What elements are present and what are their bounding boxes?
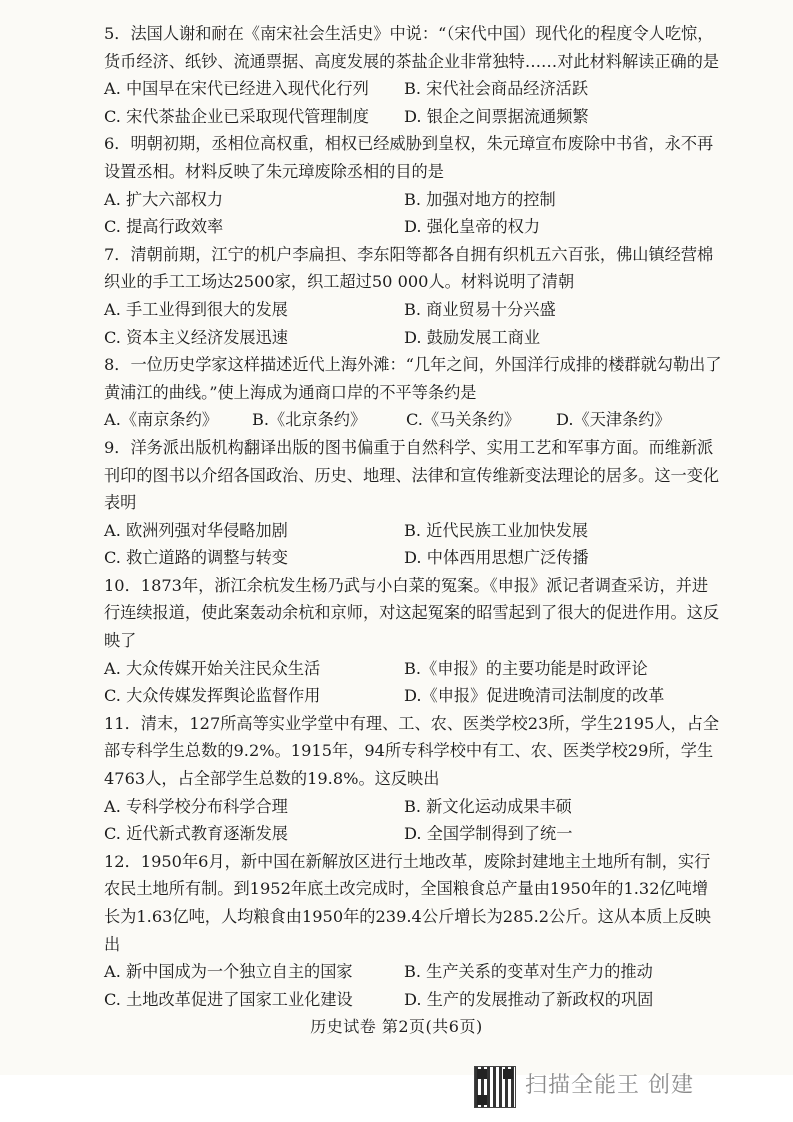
question-stem: 8．一位历史学家这样描述近代上海外滩：“几年之间，外国洋行成排的楼群就勾勒出了黄浦江的曲线。”使上海成为通商口岸的不平等条约是 xyxy=(104,355,722,402)
answer-option-d: D.《天津条约》 xyxy=(556,410,671,430)
answer-option-a: A. 手工业得到很大的发展 xyxy=(104,299,288,319)
answer-option-d: D. 银企之间票据流通频繁 xyxy=(404,106,589,126)
answer-option-c: C. 大众传媒发挥舆论监督作用 xyxy=(104,686,321,706)
question-stem: 9．洋务派出版机构翻译出版的图书偏重于自然科学、实用工艺和军事方面。而维新派刊印的图书以介绍各国政治、历史、地理、法律和宣传维新变法理论的居多。这一变化表明 xyxy=(104,437,720,513)
answer-option-c: C. 近代新式教育逐渐发展 xyxy=(104,824,288,844)
answer-options xyxy=(104,517,724,572)
question-stem: 12．1950年6月，新中国在新解放区进行土地改革，废除封建地主土地所有制，实行农民土地所有制。到1952年底土改完成时，全国粮食总产量由1950年的1.32亿吨增长为1.63亿吨，人均粮食由1950年的239.4公斤增长为285.2公斤。这从本质上反映出 xyxy=(104,851,711,954)
answer-option-d: D. 强化皇帝的权力 xyxy=(404,217,541,237)
question-10 xyxy=(104,572,724,710)
answer-option-a: A. 欧洲列强对华侵略加剧 xyxy=(104,520,288,540)
question-12 xyxy=(104,848,724,1014)
answer-option-d: D.《申报》促进晚清司法制度的改革 xyxy=(404,686,665,706)
answer-options xyxy=(104,296,724,351)
question-9 xyxy=(104,434,724,572)
answer-option-b: B.《申报》的主要功能是时政评论 xyxy=(404,658,648,678)
question-5 xyxy=(104,20,724,130)
answer-option-b: B.《北京条约》 xyxy=(252,410,367,430)
answer-option-a: A. 新中国成为一个独立自主的国家 xyxy=(104,962,353,982)
answer-options xyxy=(104,655,724,710)
question-6 xyxy=(104,130,724,240)
answer-option-c: C. 救亡道路的调整与转变 xyxy=(104,548,288,568)
question-list xyxy=(104,20,724,1013)
question-stem: 6．明朝初期，丞相位高权重，相权已经威胁到皇权，朱元璋宣布废除中书省，永不再设置丞相。材料反映了朱元璋废除丞相的目的是 xyxy=(104,134,714,181)
answer-option-d: D. 全国学制得到了统一 xyxy=(404,824,573,844)
answer-options xyxy=(104,958,724,1013)
answer-option-b: B. 近代民族工业加快发展 xyxy=(404,520,589,540)
question-8 xyxy=(104,351,724,434)
answer-option-b: B. 新文化运动成果丰硕 xyxy=(404,796,572,816)
answer-option-b: B. 商业贸易十分兴盛 xyxy=(404,299,556,319)
answer-option-d: D. 生产的发展推动了新政权的巩固 xyxy=(404,989,654,1009)
answer-option-d: D. 中体西用思想广泛传播 xyxy=(404,548,589,568)
answer-option-c: C. 提高行政效率 xyxy=(104,217,224,237)
answer-option-a: A. 大众传媒开始关注民众生活 xyxy=(104,658,321,678)
answer-options xyxy=(104,793,724,848)
answer-option-b: B. 宋代社会商品经济活跃 xyxy=(404,79,589,99)
answer-options xyxy=(104,406,724,434)
answer-option-a: A.《南京条约》 xyxy=(104,410,218,430)
answer-options xyxy=(104,75,724,130)
answer-options xyxy=(104,186,724,241)
question-stem: 11．清末，127所高等实业学堂中有理、工、农、医类学校23所，学生2195人，占全部专科学生总数的9.2%。1915年，94所专科学校中有工、农、医类学校29所，学生4763人，占全部学生总数的19.8%。这反映出 xyxy=(104,713,720,789)
answer-option-b: B. 加强对地方的控制 xyxy=(404,189,556,209)
question-7 xyxy=(104,241,724,351)
answer-option-a: A. 中国早在宋代已经进入现代化行列 xyxy=(104,79,369,99)
answer-option-b: B. 生产关系的变革对生产力的推动 xyxy=(404,962,653,982)
qr-code-icon xyxy=(474,1066,516,1108)
answer-option-c: C.《马关条约》 xyxy=(406,410,521,430)
page-footer: 历史试卷 第2页(共6页) xyxy=(310,1017,483,1036)
scanner-watermark: 扫描全能王 创建 xyxy=(525,1073,694,1098)
question-11 xyxy=(104,710,724,848)
question-stem: 10．1873年，浙江余杭发生杨乃武与小白菜的冤案。《申报》派记者调查采访，并进行连续报道，使此案轰动余杭和京师，对这起冤案的昭雪起到了很大的促进作用。这反映了 xyxy=(104,575,720,651)
answer-option-a: A. 扩大六部权力 xyxy=(104,189,224,209)
question-stem: 7．清朝前期，江宁的机户李扁担、李东阳等都各自拥有织机五六百张，佛山镇经营棉织业的手工工场达2500家，织工超过50 000人。材料说明了清朝 xyxy=(104,244,714,292)
answer-option-c: C. 土地改革促进了国家工业化建设 xyxy=(104,989,353,1009)
question-stem: 5．法国人谢和耐在《南宋社会生活史》中说：“（宋代中国）现代化的程度令人吃惊，货币经济、纸钞、流通票据、高度发展的茶盐企业非常独特……对此材料解读正确的是 xyxy=(104,24,720,71)
answer-option-a: A. 专科学校分布科学合理 xyxy=(104,796,288,816)
answer-option-c: C. 宋代茶盐企业已采取现代管理制度 xyxy=(104,106,369,126)
answer-option-d: D. 鼓励发展工商业 xyxy=(404,327,541,347)
answer-option-c: C. 资本主义经济发展迅速 xyxy=(104,327,288,347)
